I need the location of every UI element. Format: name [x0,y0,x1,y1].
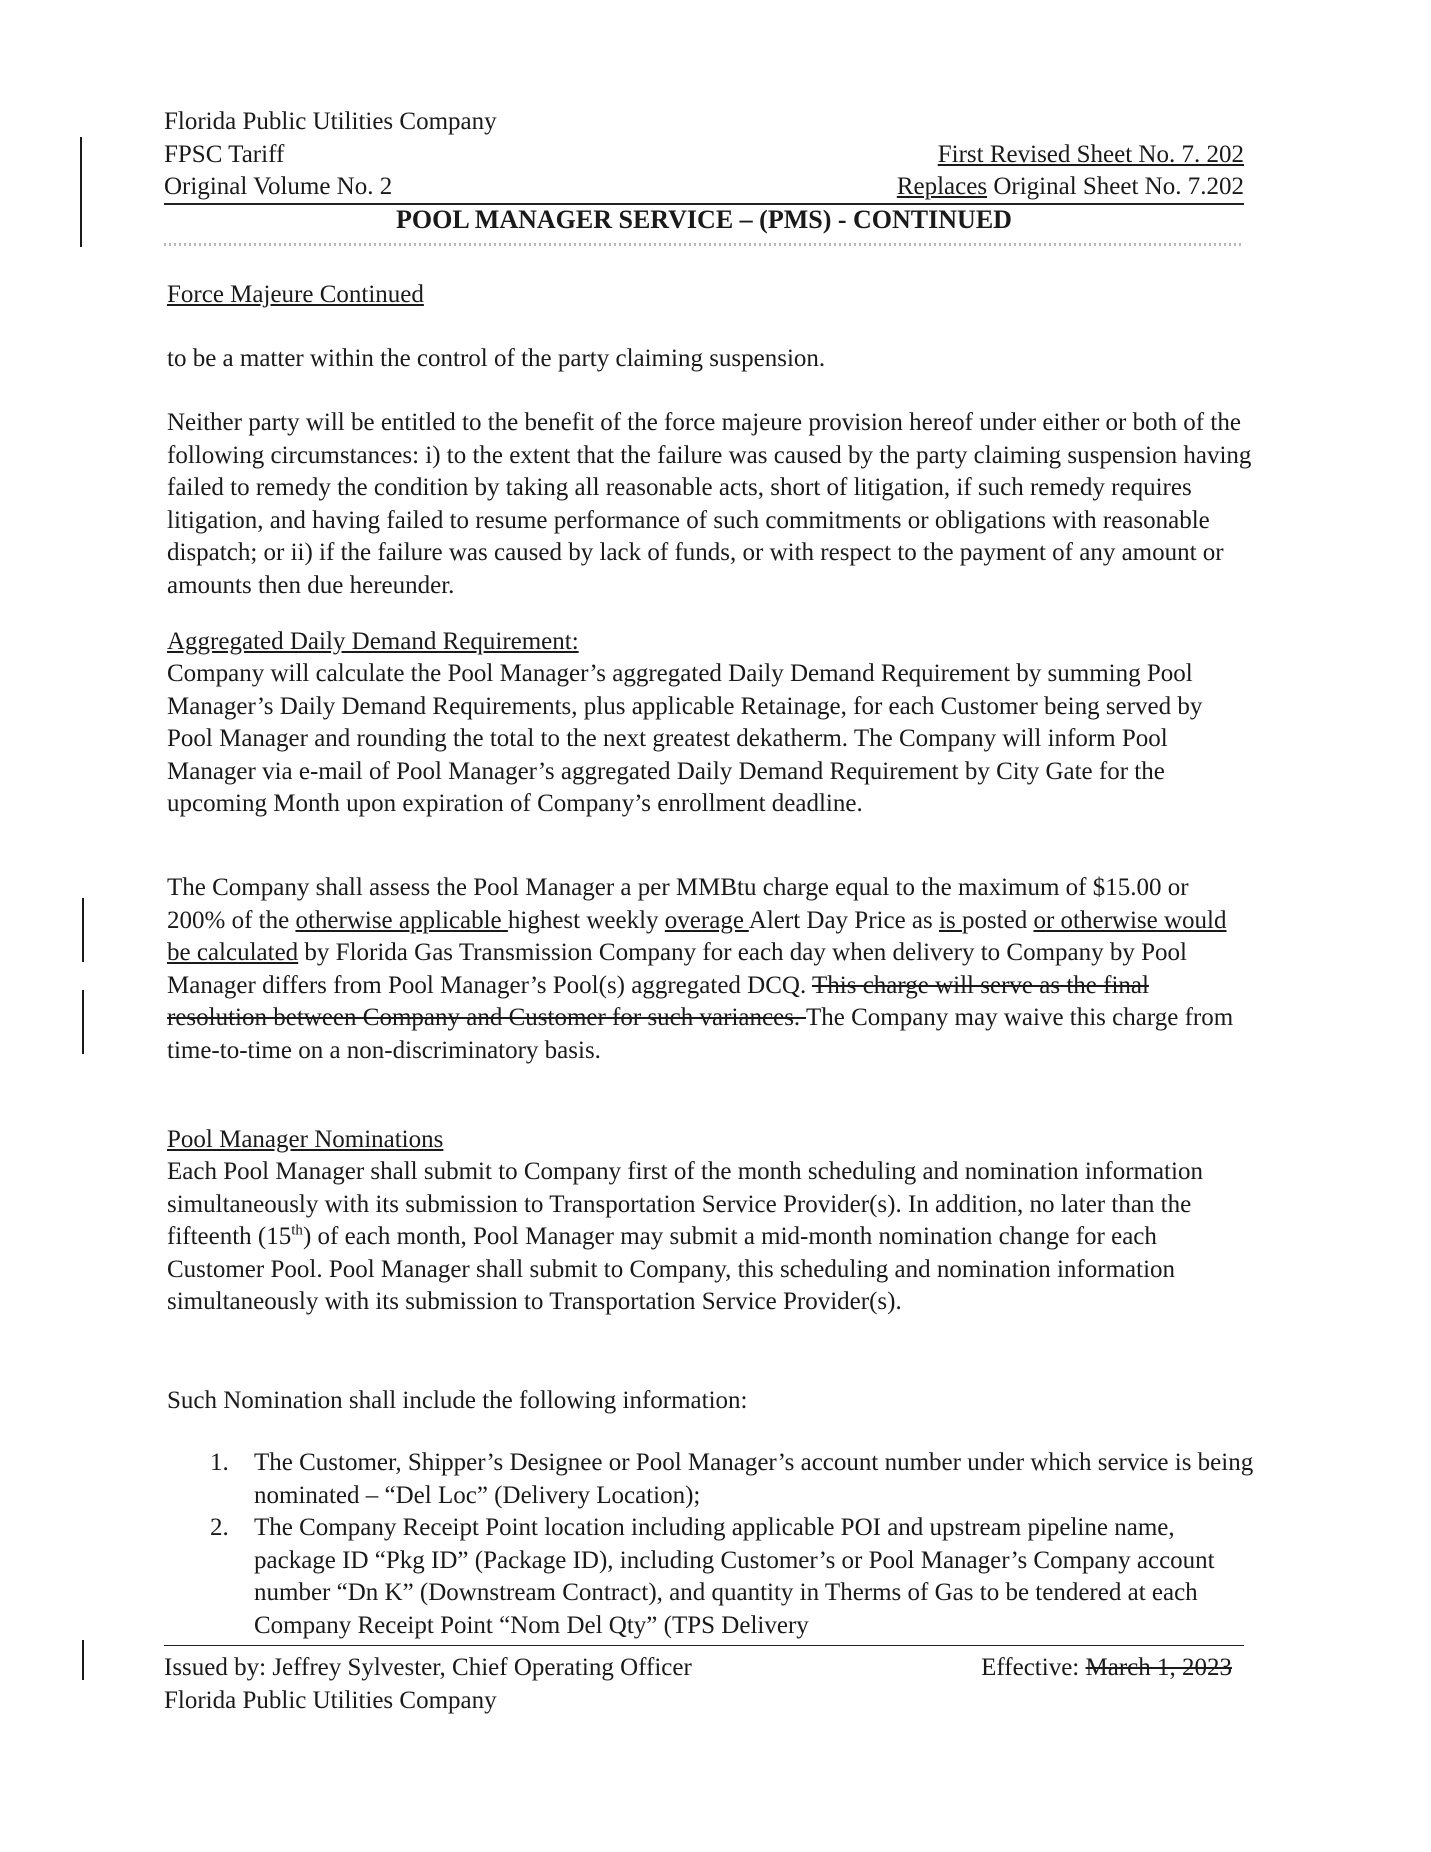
charge-text-3: Alert Day Price as [748,906,939,934]
list-item [210,1447,1254,1512]
charge-deleted-text: This charge will serve as the final resolution between Company and Customer for such variances. [167,971,1149,1031]
charge-text-2: highest weekly [507,906,665,934]
footer-rule [164,1645,1244,1646]
footer-effective [981,1652,1244,1685]
effective-date-deleted: March 1, 2023 [1085,1654,1232,1681]
revision-bar-footer [82,1640,84,1680]
charge-insert-3: is [939,906,962,934]
header-dotted-rule [164,243,1244,246]
footer-company: Florida Public Utilities Company [164,1686,497,1714]
list-item [210,1512,1254,1642]
header-tariff: FPSC Tariff [164,140,285,168]
nominations-paragraph-1 [167,1156,1252,1319]
nomination-info-list [210,1447,1254,1642]
revision-bar-header [80,137,82,247]
effective-label: Effective: [981,1654,1086,1681]
replaces-rest: Original Sheet No. 7.202 [987,173,1244,200]
header-volume: Original Volume No. 2 [164,173,393,200]
list-item-text: The Company Receipt Point location including applicable POI and upstream pipeline name, package ID “Pkg ID” (Package ID), including Customer’s or Pool Manager’s Company account number “Dn K” (Downstream Contract), and quantity in Therms of Gas to be tendered at each Company Receipt Point “Nom Del Qty” (TPS Delivery [254,1514,1215,1639]
page-footer [164,1652,1244,1717]
charge-text-6: The Company may waive this charge from time-to-time on a non-discriminatory basis. [167,1004,1234,1064]
charge-insert-1: otherwise applicable [295,906,508,934]
aggregated-paragraph-1: Company will calculate the Pool Manager’s aggregated Daily Demand Requirement by summing Pool Manager’s Daily Demand Requirements, plus applicable Retainage, for each Customer being served by Pool Manager and rounding the total to the next greatest dekatherm. The Company will inform Pool Manager via e-mail of Pool Manager’s aggregated Daily Demand Requirement by City Gate for the upcoming Month upon expiration of Company’s enrollment deadline. [167,660,1203,817]
charge-insert-4: or otherwise would be calculated [167,906,1227,966]
charge-text-4: posted [961,906,1034,934]
ordinal-suffix: th [291,1222,303,1239]
aggregated-paragraph-2 [167,872,1252,1067]
force-majeure-paragraph-1: to be a matter within the control of the party claiming suspension. [167,345,826,372]
section-heading-force-majeure: Force Majeure Continued [167,281,424,308]
list-item-number: 2. [210,1514,229,1541]
list-item-text: The Customer, Shipper’s Designee or Pool Manager’s account number under which service is being nominated – “Del Loc” (Delivery Location); [254,1449,1254,1509]
section-heading-nominations: Pool Manager Nominations [167,1126,444,1153]
header-sheet-revised: First Revised Sheet No. 7. 202 [937,140,1244,168]
replaces-word: Replaces [896,173,988,200]
nominations-text-b: ) of each month, Pool Manager may submit a mid-month nomination change for each Customer Pool. Pool Manager shall submit to Company, this scheduling and nomination information simultaneously with its submission to Transportation Service Provider(s). [167,1223,1176,1315]
nominations-paragraph-2: Such Nomination shall include the following information: [167,1387,748,1414]
list-item-number: 1. [210,1449,229,1476]
revision-bar-strike [82,990,84,1054]
nominations-text-a: Each Pool Manager shall submit to Company first of the month scheduling and nomination information simultaneously with its submission to Transportation Service Provider(s). In addition, no later than the fifteenth (15 [167,1158,1203,1250]
header-sheet-replaces [897,171,1244,204]
charge-text-1: The Company shall assess the Pool Manager a per MMBtu charge equal to the maximum of $15.00 or 200% of the [167,874,1189,934]
revision-bar-charge [82,898,84,962]
charge-text-5: by Florida Gas Transmission Company for each day when delivery to Company by Pool Manager differs from Pool Manager’s Pool(s) aggregated DCQ. [167,939,1187,999]
page-header [164,106,1244,204]
charge-insert-2: overage [664,906,749,934]
section-heading-aggregated: Aggregated Daily Demand Requirement: [167,628,579,655]
force-majeure-paragraph-2: Neither party will be entitled to the benefit of the force majeure provision hereof under either or both of the following circumstances: i) to the extent that the failure was caused by the party claiming suspension having failed to remedy the condition by taking all reasonable acts, short of litigation, if such remedy requires litigation, and having failed to resume performance of such commitments or obligations with reasonable dispatch; or ii) if the failure was caused by lack of funds, or with respect to the payment of any amount or amounts then due hereunder. [167,409,1252,599]
page-title: POOL MANAGER SERVICE – (PMS) - CONTINUED [396,205,1012,234]
footer-issued-by: Issued by: Jeffrey Sylvester, Chief Operating Officer [164,1654,692,1681]
header-company: Florida Public Utilities Company [164,108,497,135]
